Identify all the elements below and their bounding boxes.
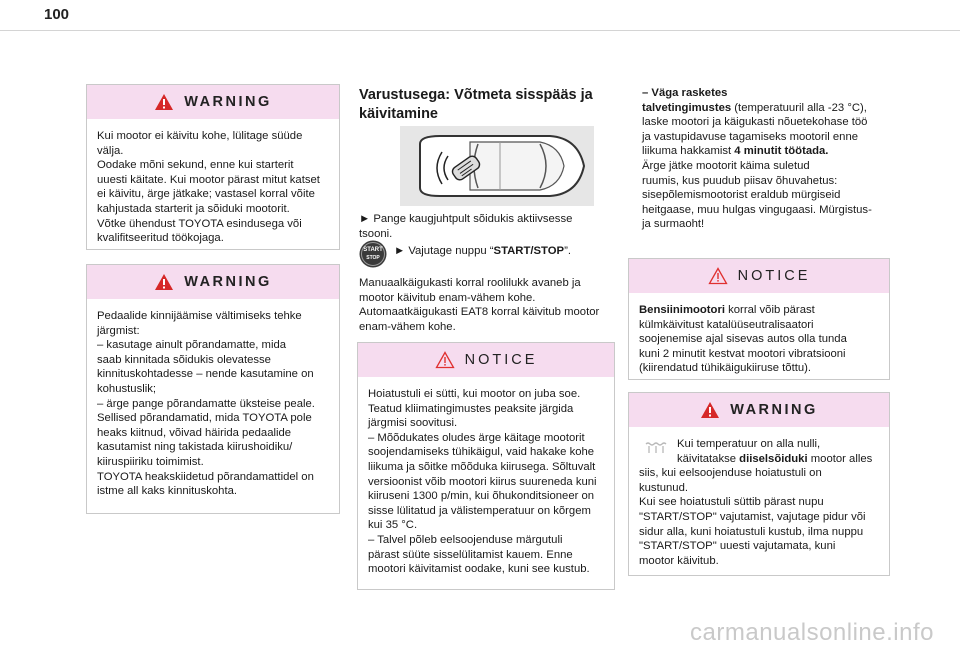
winter-rest1: (temperatuuril alla -23 °C), laske mootori ja käigukasti nõuetekohase töö ja vastupidavuse tagamiseks mootoril enne liikuma hakkamist [642, 101, 868, 158]
warning-box-diesel [628, 392, 890, 576]
warning-line1: Kui temperatuur on alla nulli, [677, 438, 821, 450]
start-icon-label-top: START [363, 247, 383, 253]
warning-rest: siis, kui eelsoojenduse hoiatustuli on kustunud. Kui see hoiatustuli süttib pärast nupu "START/STOP" vajutamist, vajutage pidur või sidur alla, kuni hoiatustuli kustub, ilma nuppu "START/STOP" uuesti vajutamata, kuni mootor käivitub. [639, 467, 866, 567]
winter-conditions-text [642, 86, 892, 232]
winter-line1: – Väga rasketes [642, 87, 728, 99]
warning-box-engine-start [86, 84, 340, 250]
step2-prefix: ► Vajutage nuppu “ [394, 245, 494, 257]
page-number: 100 [44, 6, 70, 23]
notice-body: Hoiatustuli ei sütti, kui mootor on juba soe. Teatud kliimatingimustes peaksite järgida järgmisi soovitusi. – Mõõdukates oludes ärge käitage mootorit soojendamiseks tühikäigul, vaid hakake kohe liikuma ja sõitke mõõduka kiirusega. Sõltuvalt versioonist võib mootori kiirus suureneda kuni kiiruseni 1300 p/min, kui õhukonditsioneer on sisse lülitatud ja välistemperatuur on kõrgem kui 35 °C. – Talvel põleb eelsoojenduse märgutuli pärast süüte sisselülitamist kauem. Enne mootori käivitamist oodake, kuni see kustub. [368, 388, 597, 576]
step2-bold: START/STOP [493, 245, 565, 257]
warning-heading: WARNING [184, 94, 272, 110]
warning-heading: WARNING [730, 402, 818, 418]
warning-header [629, 393, 889, 427]
warning-heading: WARNING [184, 274, 272, 290]
gearbox-paragraph: Manuaalkäigukasti korral roolilukk avaneb ja mootor käivitub enam-vähem kohe. Automaatkäigukasti EAT8 korral käivitub mootor enam-vähem kohe. [359, 277, 600, 333]
notice-text: korral võib pärast külmkäivitust katalüüseutralisaatori soojenemise ajal sisevas autos olla tunda kuni 2 minutit kestvat mootori vibratsiooni (kiirendatud tühikäigukiiruse tõttu). [639, 304, 847, 375]
winter-line2: talvetingimustes [642, 101, 732, 114]
start-icon-label-bottom: STOP [366, 255, 380, 261]
step-press-start-stop [394, 244, 614, 259]
warning-line2-bold: diiselsõiduki [739, 452, 808, 465]
notice-heading: NOTICE [737, 268, 811, 284]
warning-line2-suffix: mootor alles [807, 452, 873, 465]
warning-box-floor-mats [86, 264, 340, 514]
notice-bold: Bensiinimootori [639, 304, 725, 316]
winter-bold2: 4 minutit töötada. [734, 145, 829, 158]
notice-header [358, 343, 614, 377]
watermark: carmanualsonline.info [690, 619, 934, 646]
step2-suffix: ”. [564, 245, 571, 257]
warning-triangle-icon [700, 401, 720, 419]
winter-rest2: Ärge jätke mootorit käima suletud ruumis, kus puudub piisav õhuvahetus: sisepõlemismootorist eraldub mürgiseid heitgaase, muu hulgas vingugaasi. Mürgistus- ja surmaoht! [642, 159, 872, 231]
notice-header [629, 259, 889, 293]
warning-line2-prefix: käivitatakse [677, 452, 740, 465]
warning-triangle-icon [154, 93, 174, 111]
notice-triangle-icon [435, 351, 455, 369]
step-remote-in-zone: ► Pange kaugjuhtpult sõidukis aktiivsesse tsooni. [359, 213, 573, 240]
top-rule [0, 30, 960, 31]
car-keyless-zone-illustration [400, 126, 594, 206]
notice-body [629, 293, 889, 384]
warning-line2 [639, 452, 879, 467]
preheat-glow-plug-icon [643, 441, 669, 460]
notice-box-petrol [628, 258, 890, 380]
warning-header [87, 265, 339, 299]
section-title: Varustusega: Võtmeta sisspääs ja käivitamine [359, 87, 593, 122]
warning-triangle-icon [154, 273, 174, 291]
start-stop-button-icon [359, 240, 387, 268]
warning-body: Kui mootor ei käivitu kohe, lülitage süüde välja. Oodake mõni sekund, enne kui starterit uuesti käitate. Kui mootor pärast mitut katset ei käivitu, ärge jätkake; vastasel korral võite kahjustada starterit ja sõiduki mootorit. Võtke ühendust TOYOTA esindusega või kvalifitseeritud töökojaga. [97, 130, 320, 245]
notice-heading: NOTICE [464, 352, 538, 368]
notice-triangle-icon [708, 267, 728, 285]
warning-header [87, 85, 339, 119]
notice-box-warmup [357, 342, 615, 590]
warning-body: Pedaalide kinnijäämise vältimiseks tehke järgmist: – kasutage ainult põrandamatte, mida saab kinnitada sõidukis olevatesse kinnituskohtadesse – nende kasutamine on kohustuslik; – ärge pange põrandamatte üksteise peale. Sellised põrandamatid, mida TOYOTA pole heaks kiitnud, võivad häirida pedaalide kasutamist ning takistada kiirushoidiku/ kiiruspiiriku toimimist. TOYOTA heakskiidetud põrandamattidel on istme all kaks kinnituskohta. [97, 310, 315, 498]
